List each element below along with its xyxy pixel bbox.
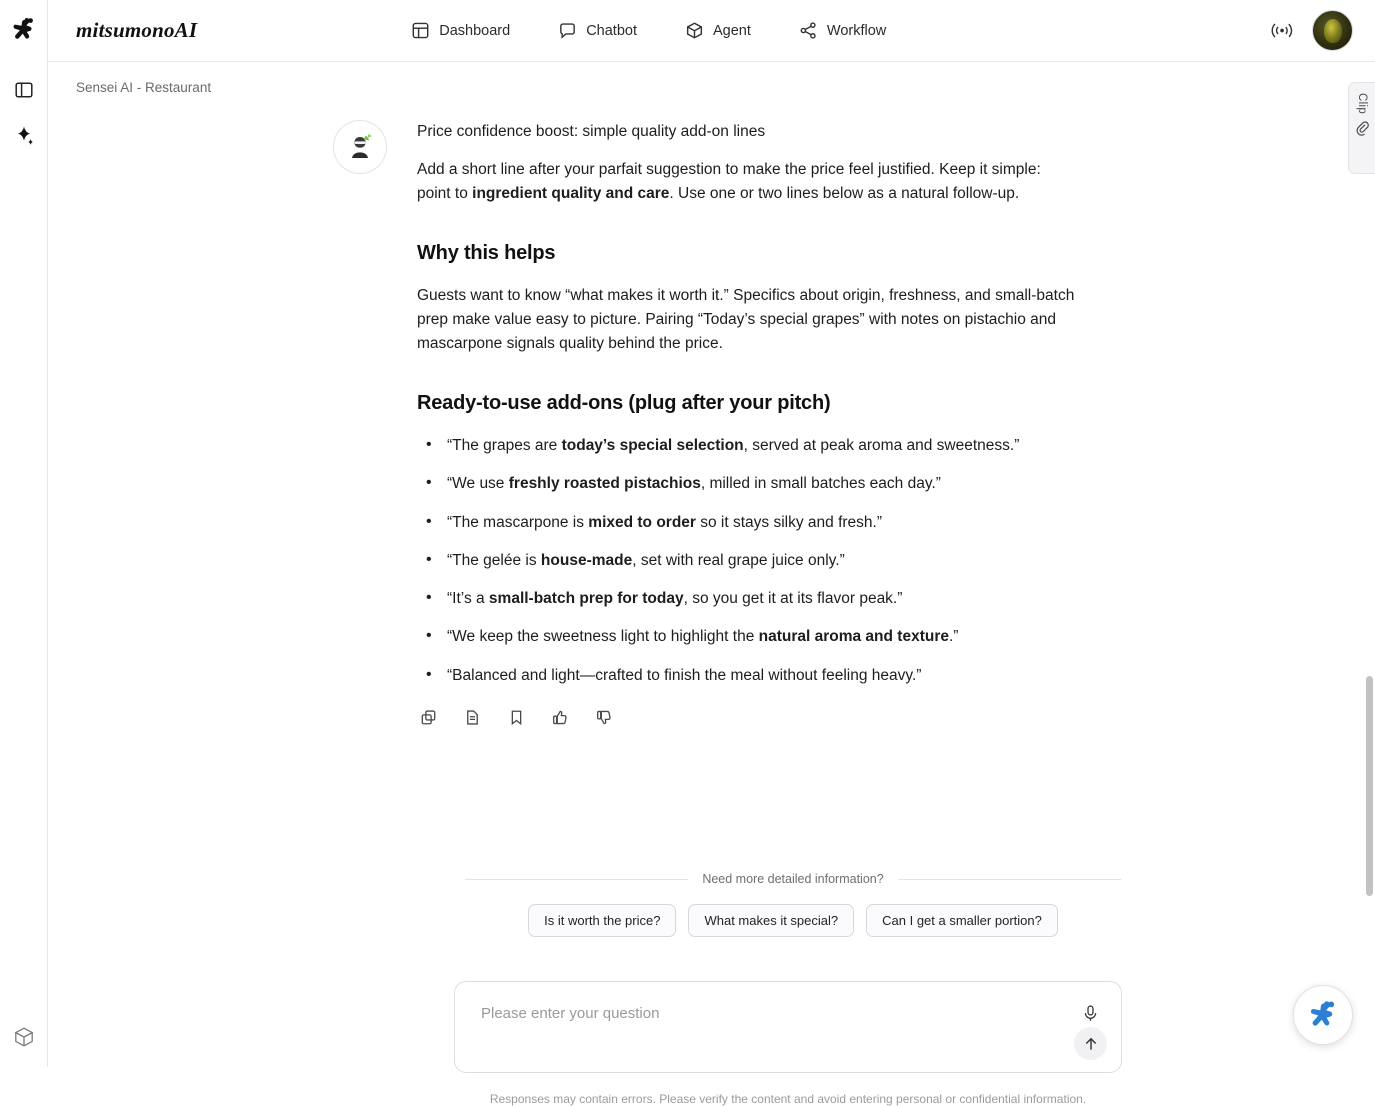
list-item	[447, 549, 1077, 572]
list-item-text: “It’s a	[447, 590, 489, 608]
intro-part-strong: ingredient quality and care	[472, 185, 670, 203]
divider-line-right	[898, 879, 1121, 880]
dashboard-icon	[411, 21, 430, 40]
intro-part: . Use one or two lines below as a natural follow-up.	[669, 185, 1020, 203]
sensei-ninja-avatar-icon	[333, 120, 387, 174]
suggestion-chips	[465, 904, 1121, 937]
disclaimer-text: Responses may contain errors. Please verify the content and avoid entering personal or confidential information.	[489, 1092, 1087, 1106]
list-item-text: “The mascarpone is	[447, 513, 589, 531]
clip-panel-tab[interactable]	[1348, 82, 1375, 174]
paperclip-icon[interactable]	[1355, 120, 1370, 135]
assistant-message	[333, 120, 1123, 729]
nav-item-dashboard[interactable]	[409, 15, 512, 46]
list-item	[447, 472, 1077, 495]
list-item-text: so it stays silky and fresh.”	[695, 513, 883, 531]
list-item	[447, 625, 1077, 648]
suggestions-divider	[465, 872, 1121, 886]
nav-item-workflow[interactable]	[797, 15, 888, 46]
ninja-assistant-fab[interactable]	[1293, 985, 1353, 1045]
list-item-text: , set with real grape juice only.”	[632, 551, 845, 569]
suggestions-section	[465, 872, 1121, 937]
scrollbar-thumb[interactable]	[1366, 676, 1373, 896]
workflow-share-icon	[799, 21, 818, 40]
list-item-text: “Balanced and light—crafted to finish the meal without feeling heavy.”	[447, 666, 922, 684]
suggestion-chip-3[interactable]: Can I get a smaller portion?	[866, 904, 1058, 937]
message-intro	[417, 158, 1077, 206]
ninja-runner-logo-icon[interactable]	[0, 0, 47, 62]
list-item-text: “The grapes are	[447, 437, 562, 455]
list-item-text: “We use	[447, 475, 509, 493]
assistant-message-body	[417, 120, 1077, 729]
microphone-icon[interactable]	[1077, 1000, 1103, 1026]
nav-label: Dashboard	[439, 22, 511, 39]
suggestion-chip-2[interactable]: What makes it special?	[688, 904, 854, 937]
avatar[interactable]	[1312, 10, 1353, 51]
list-item	[447, 511, 1077, 534]
chat-bubble-icon	[558, 21, 577, 40]
list-item-strong: today’s special selection	[561, 437, 744, 455]
search-input[interactable]	[479, 1004, 1049, 1023]
message-title: Price confidence boost: simple quality add-on lines	[417, 123, 766, 140]
list-item-strong: small-batch prep for today	[488, 590, 684, 608]
thumbs-up-icon[interactable]	[549, 707, 571, 729]
topbar-right-group	[1269, 10, 1353, 51]
list-item	[447, 434, 1077, 457]
list-item-text: “The gelée is	[447, 551, 541, 569]
list-item-strong: freshly roasted pistachios	[508, 475, 701, 493]
cube-icon	[685, 21, 704, 40]
sidebar-toggle[interactable]	[6, 72, 42, 108]
list-item-text: , milled in small batches each day.”	[700, 475, 941, 493]
document-icon[interactable]	[461, 707, 483, 729]
main-nav	[409, 15, 888, 46]
section-heading-addons: Ready-to-use add-ons (plug after your pitch)	[417, 392, 831, 415]
left-rail	[0, 0, 48, 1067]
list-item	[447, 664, 1077, 687]
list-item-strong: natural aroma and texture	[758, 628, 949, 646]
clip-label: Clip	[1356, 93, 1368, 115]
arrow-up-icon[interactable]	[1074, 1027, 1107, 1060]
nav-item-agent[interactable]	[683, 15, 753, 46]
broadcast-signal-icon[interactable]	[1269, 18, 1294, 43]
suggestion-chip-1[interactable]: Is it worth the price?	[528, 904, 676, 937]
list-item-text: , served at peak aroma and sweetness.”	[743, 437, 1020, 455]
list-item-text: “We keep the sweetness light to highlight the	[447, 628, 759, 646]
bookmark-icon[interactable]	[505, 707, 527, 729]
intro-part: Add a short line after your parfait suggestion to make the price feel justified. Keep it simple: point to	[417, 161, 1041, 203]
nav-label: Workflow	[826, 22, 887, 39]
message-actions	[417, 707, 1077, 729]
section-body-why: Guests want to know “what makes it worth it.” Specifics about origin, freshness, and small-batch prep make value easy to picture. Pairing “Today’s special grapes” with notes on pistachio and mascarpone signals quality behind the price.	[417, 287, 1075, 353]
new-chat-sparkle[interactable]	[6, 118, 42, 154]
suggestions-label: Need more detailed information?	[702, 872, 884, 886]
addon-list	[417, 434, 1077, 687]
list-item-strong: house-made	[540, 551, 633, 569]
scrollbar-track[interactable]	[1364, 62, 1373, 1067]
list-item	[447, 587, 1077, 610]
cube-grid-icon[interactable]	[6, 1019, 42, 1055]
section-heading-why: Why this helps	[417, 242, 556, 265]
thumbs-down-icon[interactable]	[593, 707, 615, 729]
nav-label: Chatbot	[586, 22, 637, 39]
breadcrumb[interactable]: Sensei AI - Restaurant	[76, 80, 212, 95]
list-item-strong: mixed to order	[588, 513, 696, 531]
nav-item-chatbot[interactable]	[556, 15, 639, 46]
message-composer[interactable]	[454, 981, 1122, 1073]
list-item-text: , so you get it at its flavor peak.”	[683, 590, 903, 608]
top-navigation-bar	[48, 0, 1375, 62]
list-item-text: .”	[948, 628, 959, 646]
nav-label: Agent	[712, 22, 751, 39]
chat-scroll-area	[48, 62, 1375, 1106]
divider-line-left	[465, 879, 688, 880]
brand-title: mitsumonoAI	[76, 18, 198, 42]
copy-icon[interactable]	[417, 707, 439, 729]
